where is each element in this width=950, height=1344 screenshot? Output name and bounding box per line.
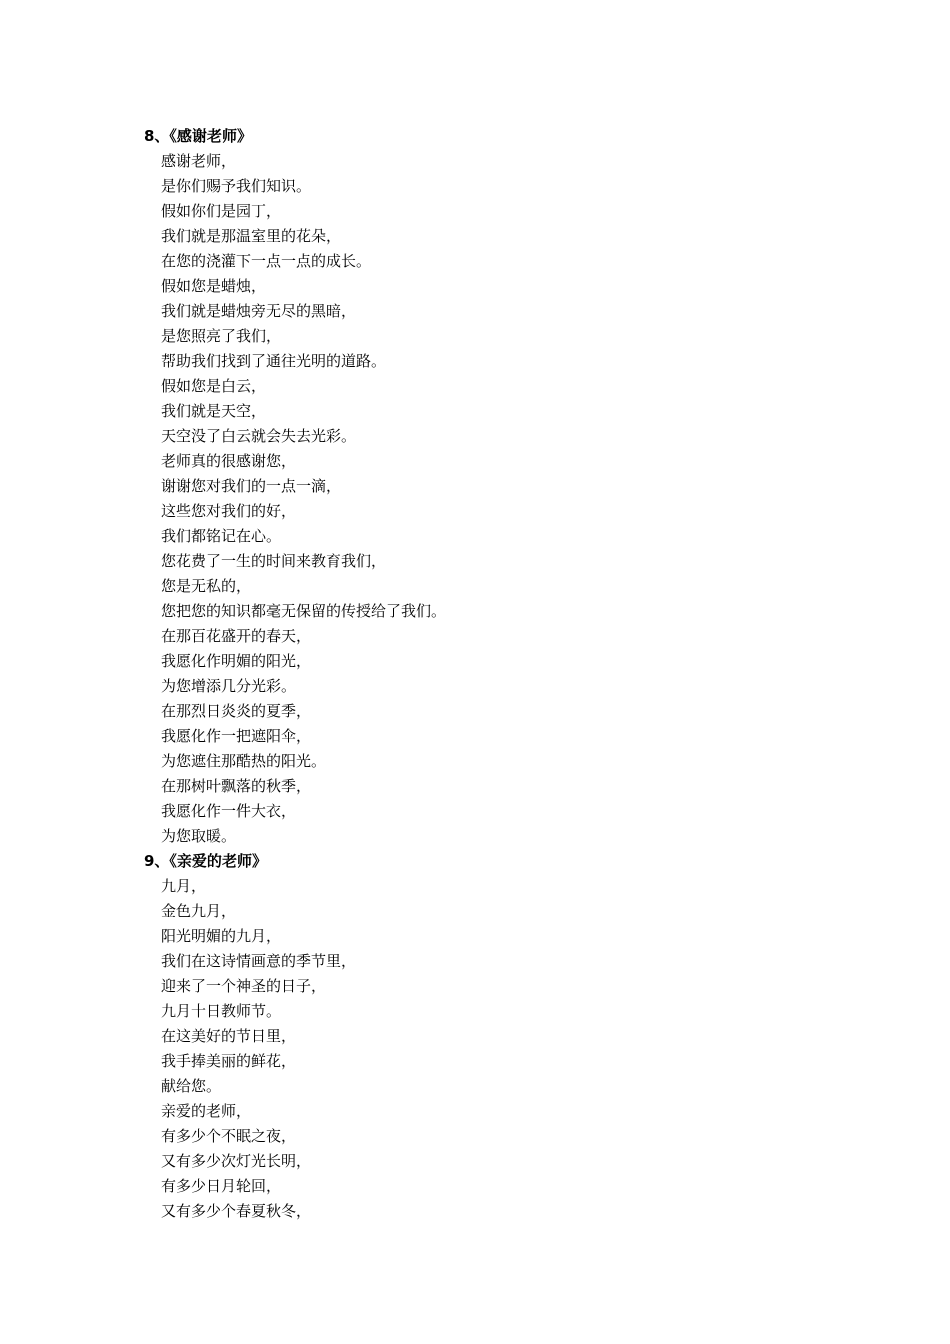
poem-line: 这些您对我们的好， [161, 502, 297, 520]
poem-line: 为您取暖。 [161, 827, 237, 845]
poem-line: 您是无私的， [161, 577, 252, 595]
poem-line: 有多少个不眠之夜， [161, 1127, 297, 1145]
poem-line: 又有多少次灯光长明， [161, 1152, 312, 1170]
poem-line: 假如您是白云， [161, 377, 267, 395]
poem-line: 假如你们是园丁， [161, 202, 282, 220]
poem-line: 在这美好的节日里， [161, 1027, 297, 1045]
document-body [144, 124, 844, 1224]
poem-line: 献给您。 [161, 1077, 222, 1095]
poem-line: 我们在这诗情画意的季节里， [161, 952, 357, 970]
poem-line: 天空没了白云就会失去光彩。 [161, 427, 357, 445]
poem-line: 在您的浇灌下一点一点的成长。 [161, 252, 372, 270]
poem-dear-teacher [144, 849, 844, 1224]
poem-line: 感谢老师， [161, 152, 237, 170]
poem-line: 是您照亮了我们， [161, 327, 282, 345]
poem-title: 9、《亲爱的老师》 [144, 852, 267, 870]
poem-line: 我们就是天空， [161, 402, 267, 420]
poem-line: 我愿化作明媚的阳光， [161, 652, 312, 670]
poem-line: 为您增添几分光彩。 [161, 677, 297, 695]
poem-line: 九月十日教师节。 [161, 1002, 282, 1020]
poem-line: 假如您是蜡烛， [161, 277, 267, 295]
poem-line: 在那树叶飘落的秋季， [161, 777, 312, 795]
poem-line: 我手捧美丽的鲜花， [161, 1052, 297, 1070]
poem-line: 阳光明媚的九月， [161, 927, 282, 945]
poem-title: 8、《感谢老师》 [144, 127, 252, 145]
poem-line: 九月， [161, 877, 207, 895]
poem-line: 谢谢您对我们的一点一滴， [161, 477, 342, 495]
poem-line: 金色九月， [161, 902, 237, 920]
poem-line: 为您遮住那酷热的阳光。 [161, 752, 327, 770]
poem-line: 我们就是蜡烛旁无尽的黑暗， [161, 302, 357, 320]
poem-line: 有多少日月轮回， [161, 1177, 282, 1195]
poem-line: 您把您的知识都毫无保留的传授给了我们。 [161, 602, 447, 620]
poem-thank-teacher [144, 124, 844, 849]
poem-line: 亲爱的老师， [161, 1102, 252, 1120]
poem-line: 又有多少个春夏秋冬， [161, 1202, 312, 1220]
poem-line: 是你们赐予我们知识。 [161, 177, 312, 195]
poem-line: 迎来了一个神圣的日子， [161, 977, 327, 995]
poem-line: 在那百花盛开的春天， [161, 627, 312, 645]
poem-line: 在那烈日炎炎的夏季， [161, 702, 312, 720]
poem-line: 我们都铭记在心。 [161, 527, 282, 545]
poem-line: 帮助我们找到了通往光明的道路。 [161, 352, 387, 370]
poem-line: 我愿化作一件大衣， [161, 802, 297, 820]
poem-line: 我们就是那温室里的花朵， [161, 227, 342, 245]
poem-line: 我愿化作一把遮阳伞， [161, 727, 312, 745]
poem-line: 您花费了一生的时间来教育我们， [161, 552, 387, 570]
poem-line: 老师真的很感谢您， [161, 452, 297, 470]
